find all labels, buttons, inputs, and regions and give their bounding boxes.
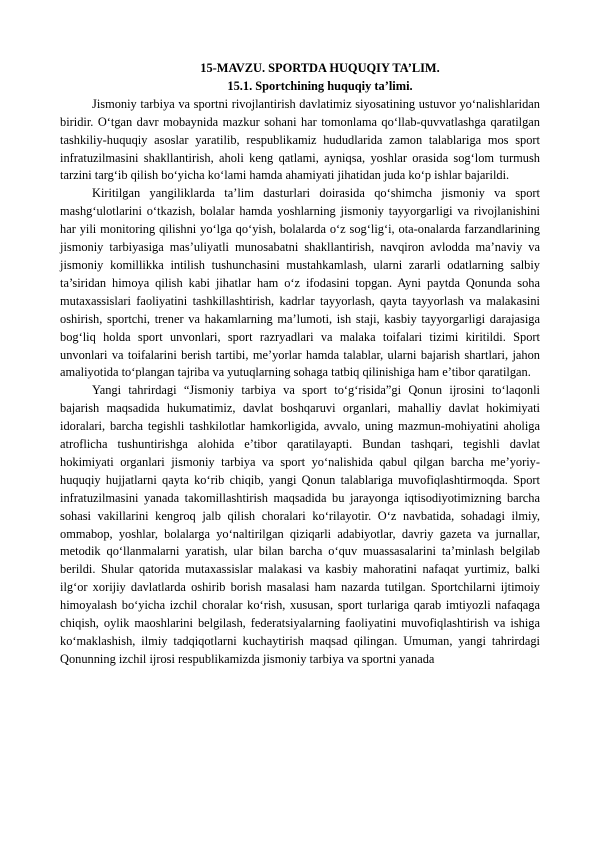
- paragraph-1: Jismoniy tarbiya va sportni rivojlantirish davlatimiz siyosatining ustuvor yo‘nalishlaridan biridir. O‘tgan davr mobaynida mazkur sohani har tomonlama qo‘llab-quvvatlashga qaratilgan tashkiliy-huquqiy asoslar yaratilib, respublikamiz hududlarida zamon talablariga mos sport infratuzilmasini shakllantirish, aholi keng qatlami, ayniqsa, yoshlar orasida sog‘lom turmush tarzini targ‘ib qilish bo‘yicha ko‘lami hamda ahamiyati jihatidan juda ko‘p ishlar bajarildi.: [60, 96, 540, 183]
- chapter-title: 15-MAVZU. SPORTDA HUQUQIY TA’LIM.: [200, 61, 440, 75]
- paragraph-2: Kiritilgan yangiliklarda ta’lim dasturlari doirasida qo‘shimcha jismoniy va sport mashg‘ulotlarini o‘tkazish, bolalar hamda yoshlarning jismoniy tayyorgarligi va rivojlanishini har yili monitoring qilishni yo‘lga qo‘yish, bolalarda o‘z sog‘lig‘i, ota-onalarda farzandlarining jismoniy tarbiyasiga mas’uliyatli munosabatni shakllantirish, navqiron avlodda ma’naviy va jismoniy komillikka intilish tushunchasini mustahkamlash, ularni zararli odatlarning salbiy ta’siridan himoya qilish kabi jihatlar ham o‘z ifodasini topgan. Ayni paytda Qonunda soha mutaxassislari faoliyatini tashkillashtirish, kadrlar tayyorlash, qayta tayyorlash va malakasini oshirish, sportchi, trener va hakamlarning ma’lumoti, ish staji, kasbiy tayyorgarligi darajasiga bog‘liq holda sport unvonlari, sport razryadlari va malaka toifalari tizimi kiritildi. Sport unvonlari va toifalarini berish tartibi, me’yorlar hamda talablar, ularni bajarish shartlari, jahon amaliyotida to‘plangan tajriba va yutuqlarning sohaga tatbiq qilinishiga ham e’tibor qaratilgan.: [60, 186, 540, 380]
- section-subtitle: 15.1. Sportchining huquqiy ta’limi.: [227, 78, 413, 93]
- document-page: [60, 60, 540, 669]
- paragraph-3: Yangi tahrirdagi “Jismoniy tarbiya va sport to‘g‘risida”gi Qonun ijrosini to‘laqonli bajarish maqsadida hukumatimiz, davlat boshqaruvi organlari, mahalliy davlat hokimiyati idoralari, barcha tegishli tashkilotlar hamkorligida, avvalo, uning mazmun-mohiyatini aholiga atroflicha tushuntirishga alohida e’tibor qaratilayapti. Bundan tashqari, tegishli davlat hokimiyati organlari jismoniy tarbiya va sport yo‘nalishida qabul qilgan barcha me’yoriy-huquqiy hujjatlarni qayta ko‘rib chiqib, yangi Qonun talablariga muvofiqlashtirmoqda. Sport infratuzilmasini yanada takomillashtirish maqsadida bu jarayonga iqtisodiyotimizning barcha sohasi vakillarini kengroq jalb qilish choralari ko‘rilayotir. O‘z navbatida, sohadagi ilmiy, ommabop, yoshlar, bolalarga yo‘naltirilgan qiziqarli adabiyotlar, davriy gazeta va jurnallar, metodik qo‘llanmalarni yaratish, ular bilan barcha o‘quv muassasalarini ta’minlash belgilab berildi. Shular qatorida mutaxassislar malakasi va kasbiy mahoratini nafaqat yurtimiz, balki ilg‘or xorijiy davlatlarda oshirib borish masalasi ham nazarda tutilgan. Sportchilarni ijtimoiy himoyalash bo‘yicha izchil choralar ko‘rish, xususan, sport turlariga qarab imtiyozli nafaqaga chiqish, oylik maoshlarini belgilash, federatsiyalarning faoliyatini muvofiqlashtirish va ishiga ko‘maklashish, ilmiy tadqiqotlarni kuchaytirish maqsad qilingan. Umuman, yangi tahrirdagi Qonunning izchil ijrosi respublikamizda jismoniy tarbiya va sportni yanada: [60, 383, 540, 666]
